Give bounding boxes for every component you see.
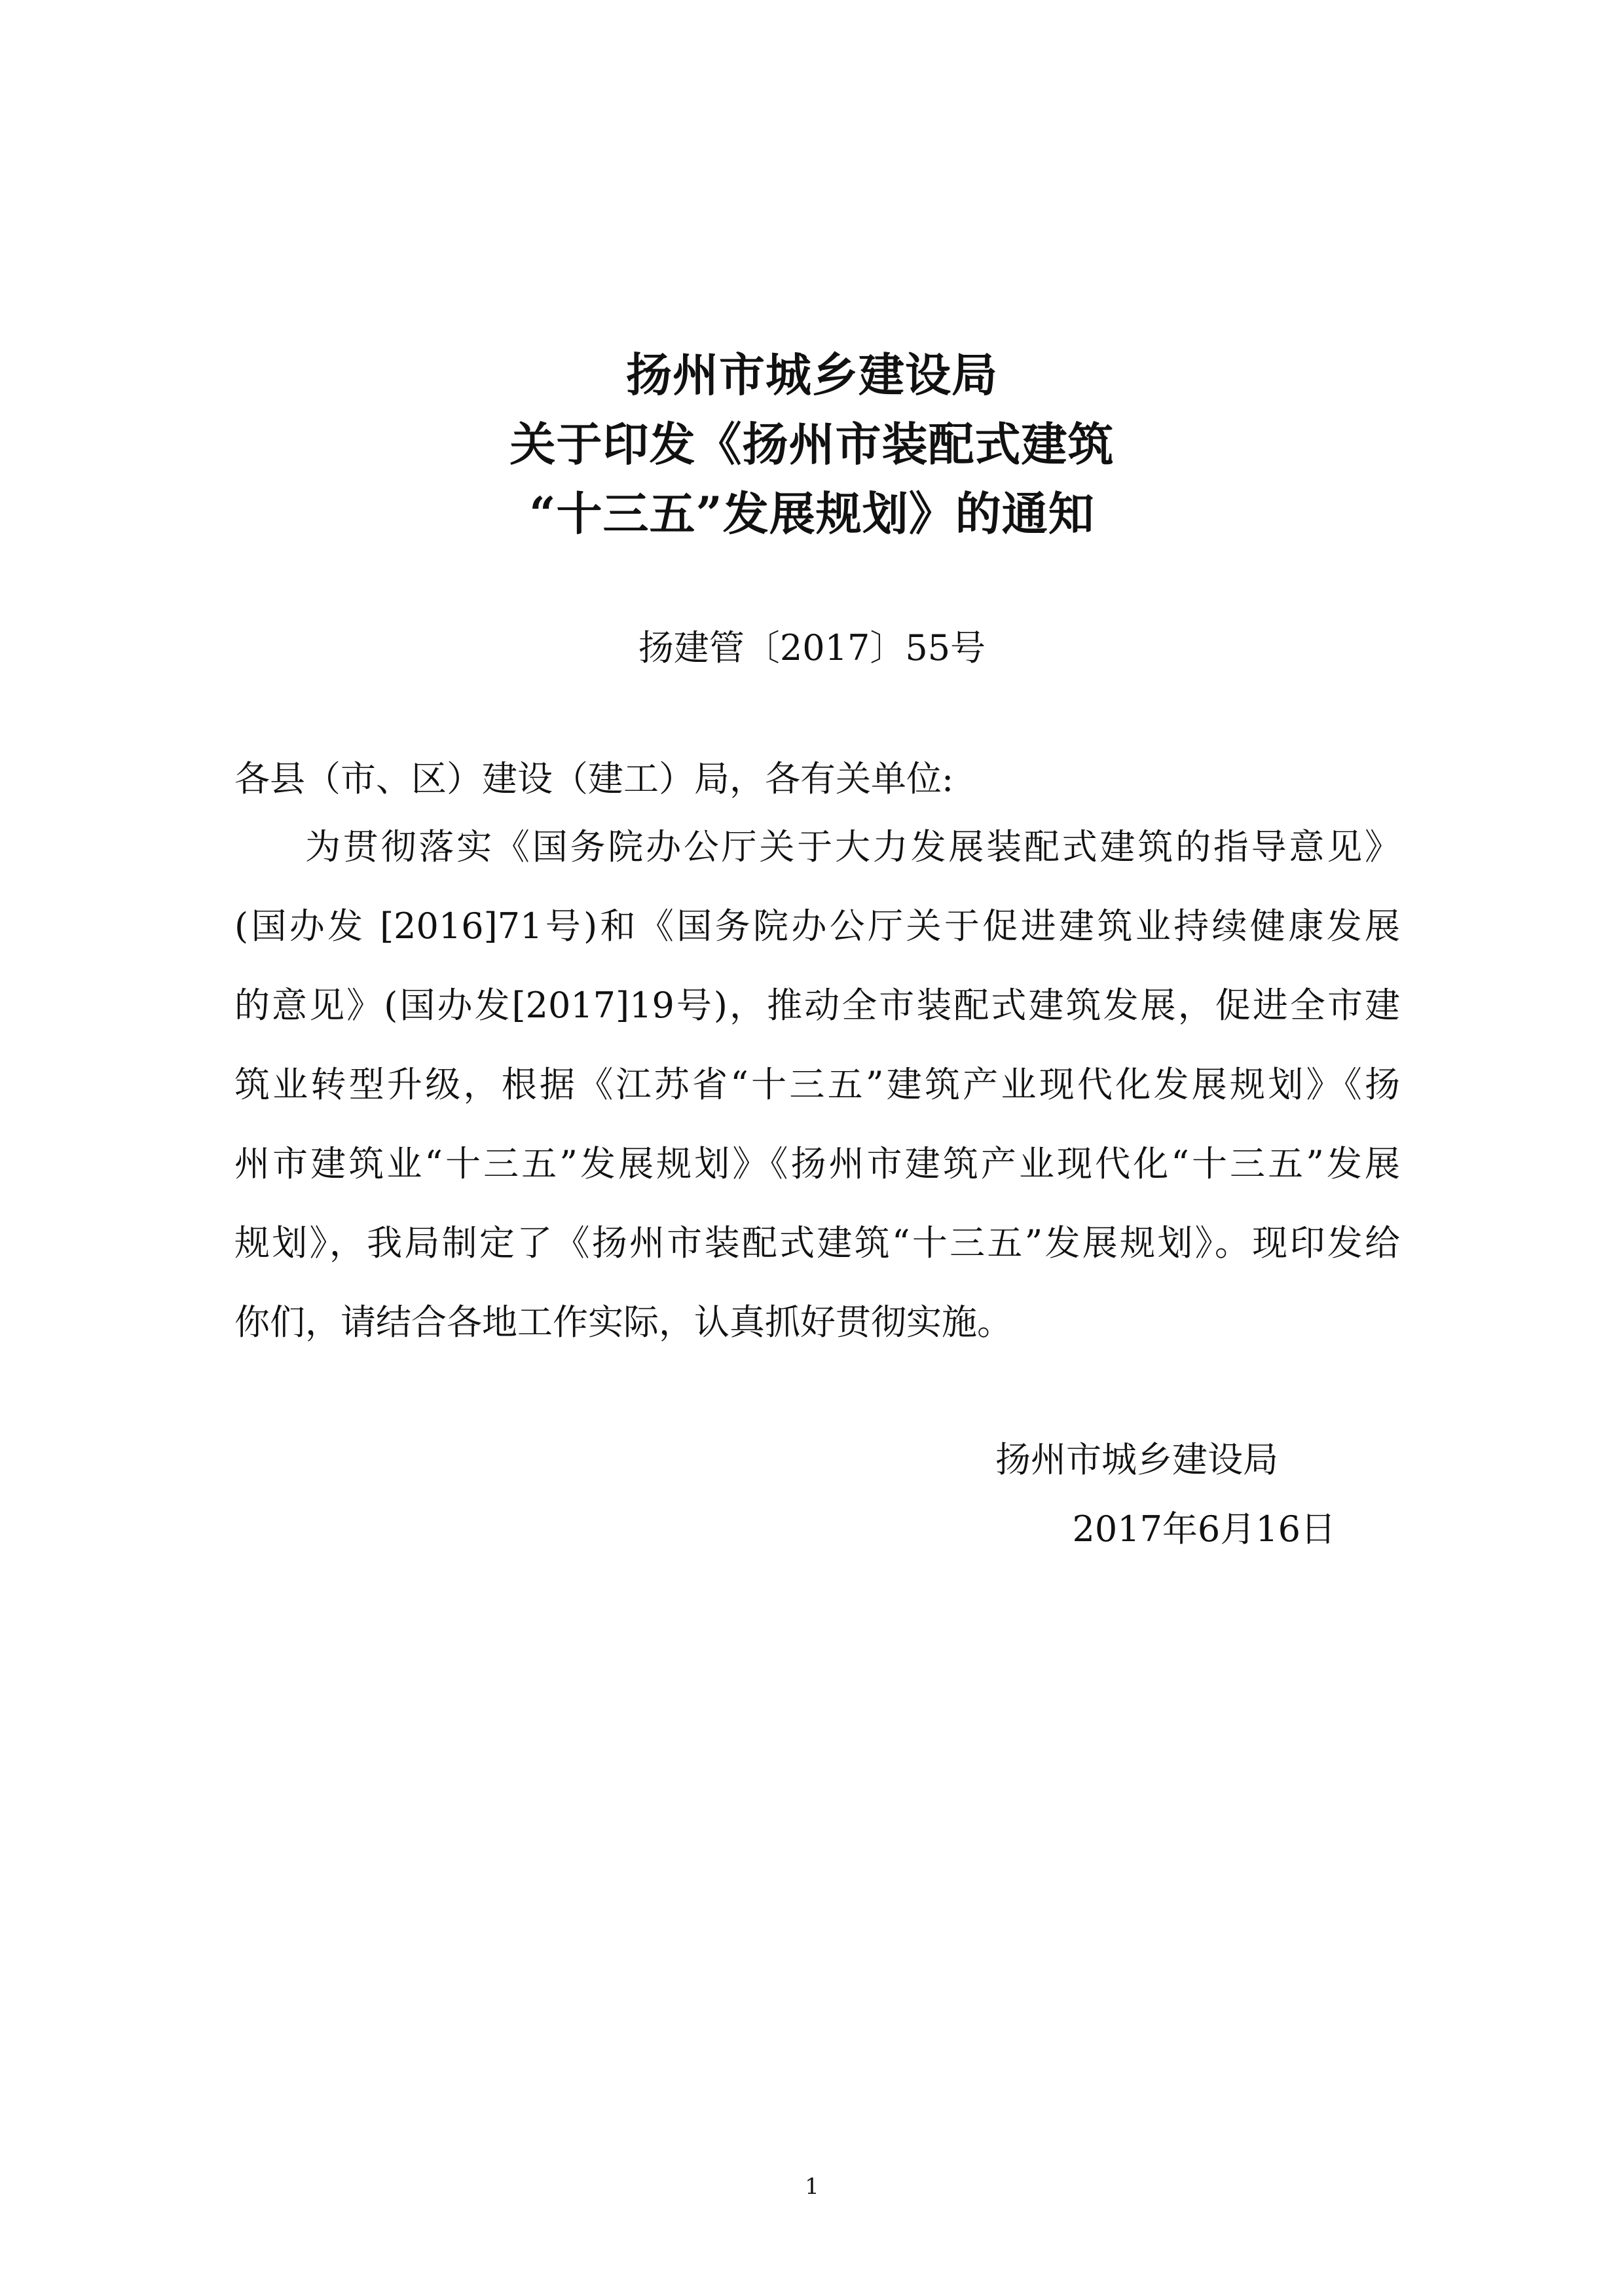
page-number: 1	[805, 2174, 819, 2200]
document-title	[0, 340, 1624, 549]
issue-date: 2017年6月16日	[1072, 1508, 1336, 1550]
issuer-name: 扬州市城乡建设局	[995, 1439, 1278, 1480]
title-line-3: “十三五”发展规划》的通知	[529, 486, 1095, 541]
signature-block	[995, 1434, 1336, 1573]
body-line-6: 规划》，我局制定了《扬州市装配式建筑“十三五”发展规划》。现印发给	[234, 1222, 1400, 1264]
body-line-2: (国办发 [2016]71号)和《国务院办公厅关于促进建筑业持续健康发展	[234, 905, 1400, 947]
body-line-5: 州市建筑业“十三五”发展规划》《扬州市建筑产业现代化“十三五”发展	[234, 1143, 1400, 1184]
title-line-1: 扬州市城乡建设局	[626, 348, 998, 402]
body-line-7: 你们，请结合各地工作实际，认真抓好贯彻实施。	[234, 1302, 1012, 1343]
body-paragraph	[234, 821, 1400, 1376]
document-number: 扬建管〔2017〕55号	[638, 627, 986, 668]
body-line-4: 筑业转型升级，根据《江苏省“十三五”建筑产业现代化发展规划》《扬	[234, 1064, 1400, 1105]
body-line-3: 的意见》(国办发[2017]19号)，推动全市装配式建筑发展，促进全市建	[234, 985, 1400, 1026]
addressee-line: 各县（市、区）建设（建工）局，各有关单位:	[234, 758, 954, 799]
body-line-1: 为贯彻落实《国务院办公厅关于大力发展装配式建筑的指导意见》	[305, 826, 1400, 867]
title-line-2: 关于印发《扬州市装配式建筑	[509, 417, 1115, 471]
